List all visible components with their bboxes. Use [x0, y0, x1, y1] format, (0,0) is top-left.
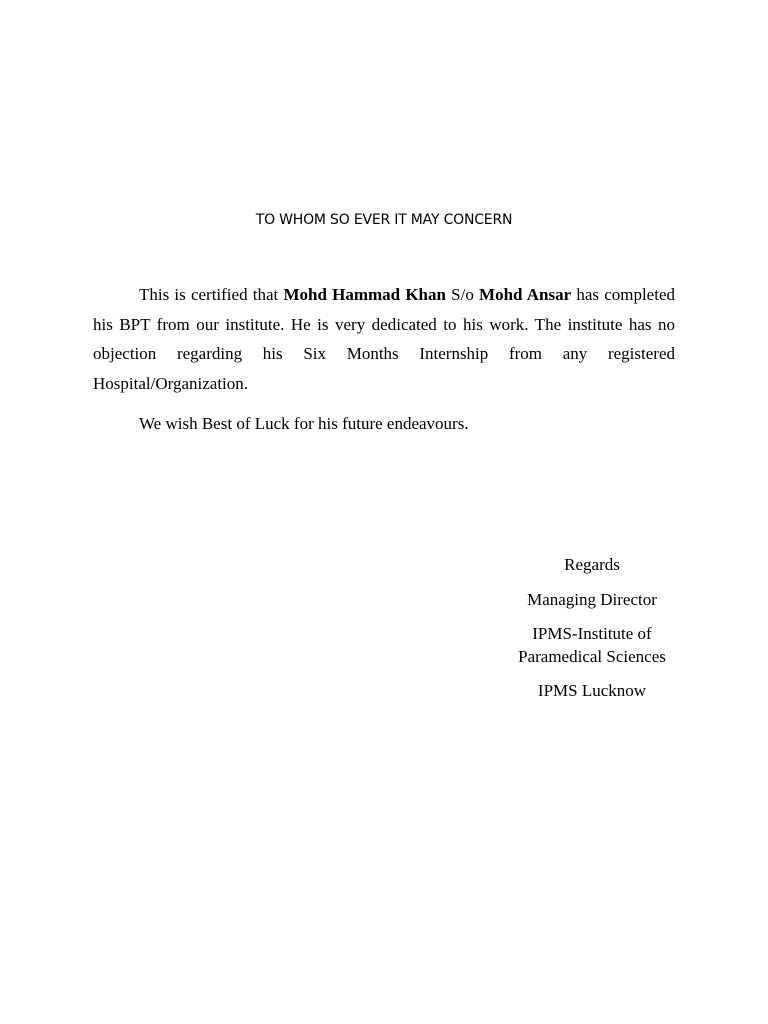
org-line-1: IPMS-Institute of [532, 624, 652, 643]
letter-heading: TO WHOM SO EVER IT MAY CONCERN [255, 212, 513, 228]
signature-title: Managing Director [527, 590, 657, 609]
org-line-2: Paramedical Sciences [518, 647, 666, 666]
certificate-paragraph [93, 280, 675, 398]
signature-closing: Regards [564, 555, 620, 574]
signature-organization [492, 622, 692, 668]
signature-location: IPMS Lucknow [537, 681, 647, 700]
father-name: Mohd Ansar [479, 285, 572, 304]
relation-text: S/o [445, 285, 480, 304]
para-intro: This is certified that [139, 285, 284, 304]
wishes-paragraph: We wish Best of Luck for his future endeavours. [139, 414, 469, 433]
student-name: Mohd Hammad Khan [283, 285, 446, 304]
para-body: has completed his BPT from our institute. He is very dedicated to his work. The institute has no objection regarding his Six Months Internship from any registered Hospital/Organization. [93, 285, 675, 393]
